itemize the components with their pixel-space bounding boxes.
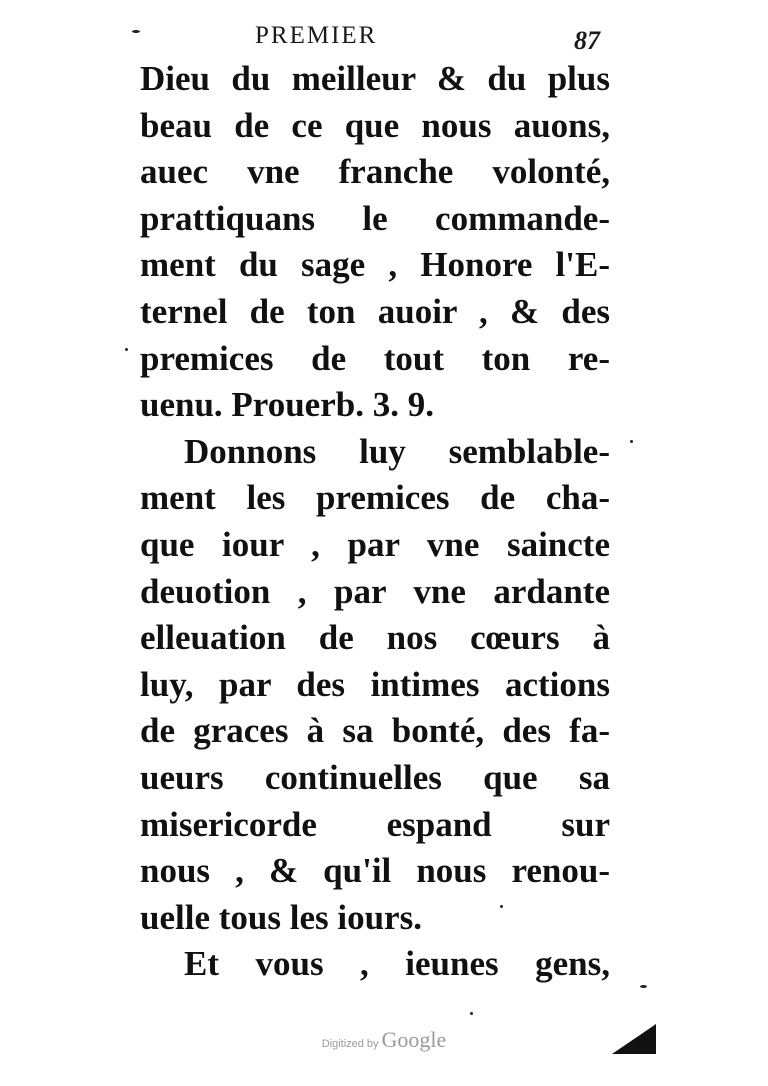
text-line: prattiquans le commande- (140, 198, 610, 238)
text-line: ment du sage , Honore l'E- (140, 245, 610, 285)
text-line: que iour , par vne saincte (140, 524, 610, 564)
text-line: luy, par des intimes actions (140, 664, 610, 704)
ink-speck (125, 348, 128, 351)
text-line: premices de tout ton re- (140, 338, 610, 378)
ink-speck (630, 440, 633, 443)
ink-speck (640, 985, 647, 988)
page-number: 87 (574, 26, 600, 55)
text-line: auec vne franche volonté, (140, 152, 610, 192)
text-line: ternel de ton auoir , & des (140, 291, 610, 331)
text-line: de graces à sa bonté, des fa- (140, 711, 610, 751)
text-line: uelle tous les iours. (140, 897, 422, 937)
google-logo-text: Google (381, 1027, 447, 1052)
running-head: PREMIER (255, 22, 378, 49)
ink-speck (132, 30, 140, 33)
text-line: ment les premices de cha- (140, 478, 610, 518)
paragraph-start-line: Donnons luy semblable- (184, 431, 610, 471)
text-line: ueurs continuelles que sa (140, 757, 610, 797)
ink-speck (500, 905, 503, 908)
text-line: nous , & qu'il nous renou- (140, 851, 610, 891)
text-line: misericorde espand sur (140, 804, 610, 844)
page-corner-mark (612, 1024, 656, 1054)
text-line: uenu. Prouerb. 3. 9. (140, 385, 434, 425)
text-line: deuotion , par vne ardante (140, 571, 610, 611)
body-text (140, 56, 610, 988)
text-line: Dieu du meilleur & du plus (140, 59, 610, 98)
ink-speck (470, 1012, 473, 1015)
text-line: beau de ce que nous auons, (140, 105, 610, 145)
text-line: elleuation de nos cœurs à (140, 618, 610, 658)
paragraph-start-line: Et vous , ieunes gens, (184, 944, 610, 984)
digitized-label: Digitized by (321, 1038, 379, 1050)
